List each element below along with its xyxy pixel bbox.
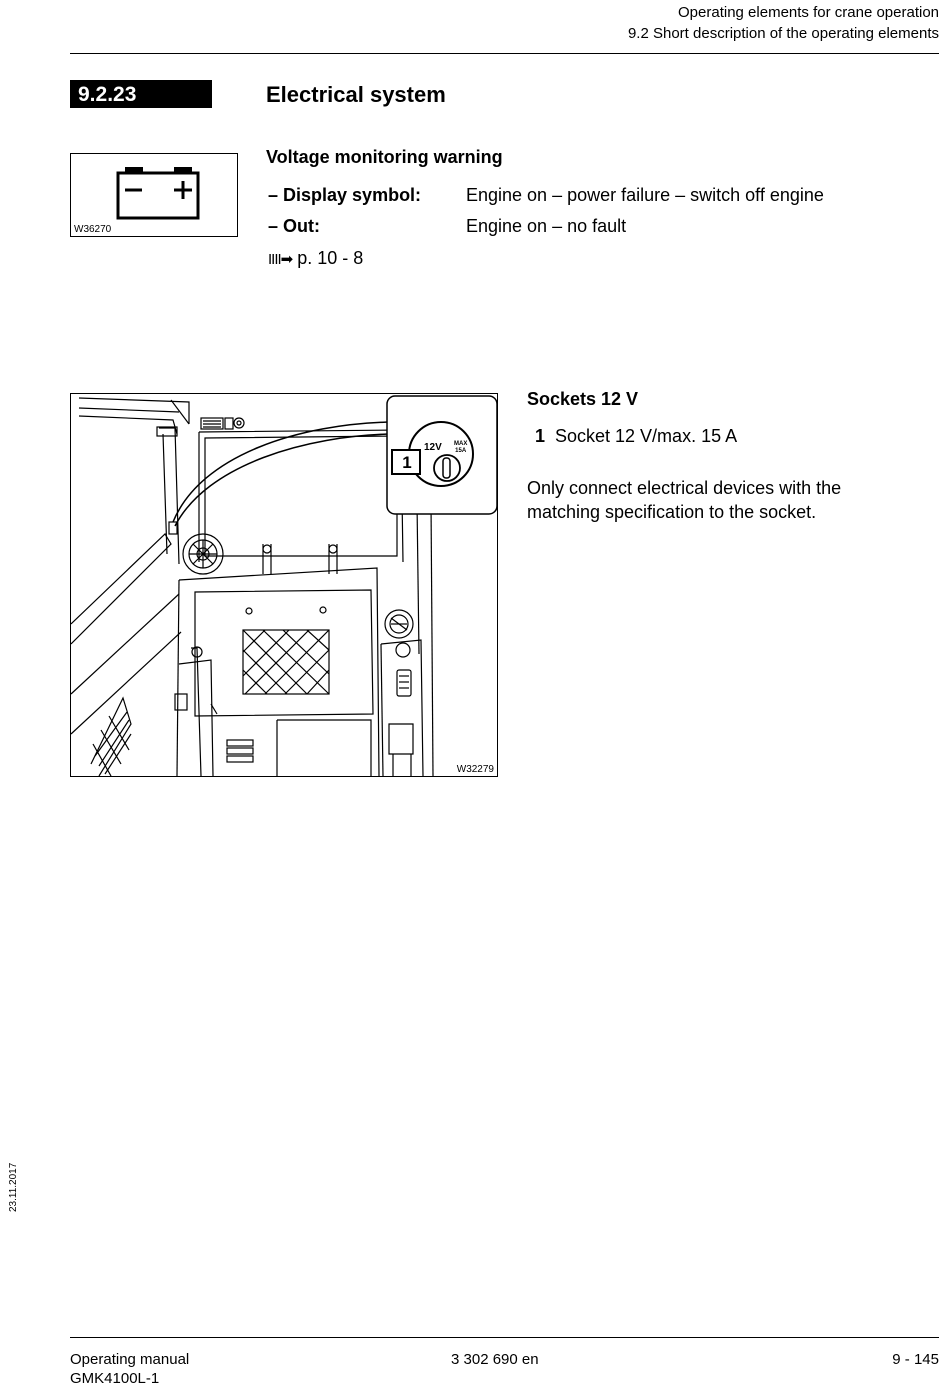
display-symbol-value: Engine on – power failure – switch off engine <box>466 185 824 205</box>
section-number: 9.2.23 <box>70 80 212 108</box>
footer-rule <box>70 1337 939 1338</box>
display-symbol-label: – Display symbol: <box>268 185 422 205</box>
out-value: Engine on – no fault <box>466 216 627 236</box>
sockets-heading: Sockets 12 V <box>527 389 639 409</box>
footer-model: GMK4100L-1 <box>70 1370 160 1387</box>
sockets-note-line2: matching specification to the socket. <box>527 502 817 522</box>
footer-page-number: 9 - 145 <box>892 1351 939 1368</box>
section-title: Electrical system <box>266 82 446 107</box>
reference-text: p. 10 - 8 <box>297 248 364 268</box>
symbol-code: W36270 <box>74 224 112 235</box>
socket-max-label <box>454 441 467 455</box>
reference-arrow-icon: IIII➡ <box>268 251 293 268</box>
header-chapter: Operating elements for crane operation <box>678 4 939 21</box>
page-reference[interactable] <box>268 246 363 272</box>
callout-number: 1 <box>402 453 412 472</box>
sockets-note-line1: Only connect electrical devices with the <box>527 478 842 498</box>
footer-manual: Operating manual <box>70 1351 190 1368</box>
header-rule <box>70 53 939 54</box>
battery-symbol-box <box>70 153 238 237</box>
socket-voltage-label: 12V <box>424 442 442 453</box>
socket-max-text: MAX <box>454 441 468 447</box>
socket-amp-text: 15A <box>455 448 467 454</box>
figure-code: W32279 <box>456 764 494 775</box>
sockets-item-number: 1 <box>535 426 546 446</box>
out-label: – Out: <box>268 216 320 236</box>
voltage-warning-heading: Voltage monitoring warning <box>266 147 503 167</box>
footer-doc-number: 3 302 690 en <box>451 1351 539 1368</box>
cab-socket-figure <box>70 393 498 777</box>
print-date: 23.11.2017 <box>8 1162 19 1212</box>
header-section: 9.2 Short description of the operating elements <box>627 25 939 42</box>
sockets-item-text: Socket 12 V/max. 15 A <box>555 426 738 446</box>
